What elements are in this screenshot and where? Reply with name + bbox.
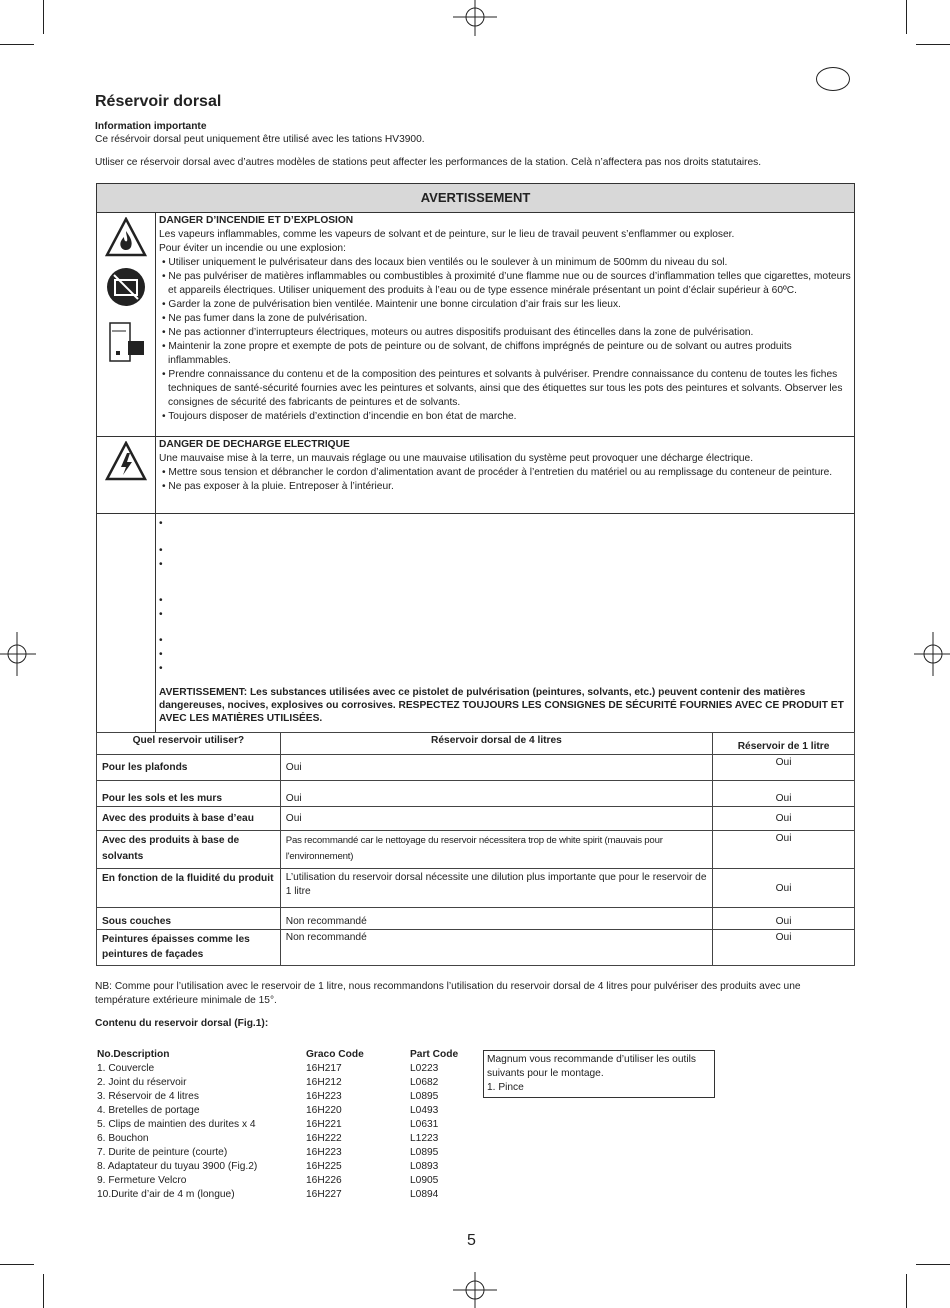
list-item: • Garder la zone de pulvérisation bien ventilée. Maintenir une bonne circulation d’air frais sur les lieux. xyxy=(159,298,851,312)
list-item: • Ne pas fumer dans la zone de pulvérisation. xyxy=(159,312,851,326)
fire-warning-icon xyxy=(105,217,147,257)
parts-header-row xyxy=(97,1048,480,1062)
page-title: Réservoir dorsal xyxy=(95,93,222,110)
list-item xyxy=(159,558,163,572)
info-heading: Information importante xyxy=(95,121,207,132)
list-item: • Ne pas pulvériser de matières inflammables ou combustibles à proximité d’une flamme nue ou de sources d’inflammation telles que cigarettes, moteurs et appareils électriques. Utiliser uniquement des produits à l’eau ou de type essence minérale présentant un point d’éclair supérieur à 60ºC. xyxy=(159,270,851,298)
row-label: En fonction de la fluidité du produit xyxy=(97,869,281,908)
fire-danger-intro-2: Pour éviter un incendie ou une explosion: xyxy=(159,243,346,254)
part-description: 5. Clips de maintien des durites x 4 xyxy=(97,1119,256,1130)
four-litre-cell: Pas recommandé car le nettoyage du reservoir nécessitera trop de white spirit (mauvais pour l'environnement) xyxy=(280,831,712,869)
table-row xyxy=(97,1132,480,1146)
list-item xyxy=(159,544,163,558)
list-item: • Toujours disposer de matériels d’extinction d’incendie en bon état de marche. xyxy=(159,410,851,424)
tools-text: Magnum vous recommande d’utiliser les outils suivants pour le montage. xyxy=(487,1054,696,1079)
column-header: Réservoir dorsal de 4 litres xyxy=(280,733,712,755)
fire-danger-section xyxy=(97,213,854,437)
list-item: • Prendre connaissance du contenu et de la composition des peintures et solvants à pulvériser. Prendre connaissance du contenu de toutes les fiches techniques de santé-sécurité fournies avec les peintures et solvants, ainsi que des étiquettes sur tous les pots des peintures et solvants. Observer les consignes de sécurité des fabricants de peintures et de solvants. xyxy=(159,368,851,410)
graco-code: 16H226 xyxy=(306,1175,342,1186)
list-item: • Ne pas actionner d’interrupteurs électriques, moteurs ou autres dispositifs produisant des étincelles dans la zone de pulvérisation. xyxy=(159,326,851,340)
fire-danger-list xyxy=(159,256,851,424)
graco-code: 16H227 xyxy=(306,1189,342,1200)
list-item xyxy=(159,594,163,608)
part-code: L0682 xyxy=(410,1077,439,1088)
electric-danger-section xyxy=(97,437,854,514)
graco-code: 16H221 xyxy=(306,1119,342,1130)
table-row xyxy=(97,1160,480,1174)
row-label: Pour les plafonds xyxy=(97,755,281,781)
warning-footer: AVERTISSEMENT: Les substances utilisées avec ce pistolet de pulvérisation (peintures, solvants, etc.) peuvent contenir des matières dangereuses, nocives, explosives ou corrosives. RESPECTEZ TOUJOURS LES CONSIGNES DE SÉCURITÉ FOURNIES AVEC CE PRODUIT ET AVEC LES MATIÈRES UTILISÉES. xyxy=(159,687,844,724)
general-danger-section xyxy=(97,514,854,732)
table-row xyxy=(97,1076,480,1090)
list-item xyxy=(159,662,163,676)
fire-danger-intro: Les vapeurs inflammables, comme les vapeurs de solvant et de peinture, sur le lieu de travail peuvent s’enflammer ou exploser. xyxy=(159,229,735,240)
one-litre-cell: Oui xyxy=(713,869,855,908)
four-litre-cell: Oui xyxy=(280,807,712,831)
electric-danger-title: DANGER DE DECHARGE ELECTRIQUE xyxy=(159,439,350,450)
list-item: • Mettre sous tension et débrancher le cordon d’alimentation avant de procéder à l’entretien du matériel ou au remplissage du conteneur de peinture. xyxy=(159,466,851,480)
four-litre-cell: Oui xyxy=(280,755,712,781)
four-litre-cell: Non recommandé xyxy=(280,908,712,930)
list-item: • Ne pas exposer à la pluie. Entreposer à l’intérieur. xyxy=(159,480,851,494)
parts-list xyxy=(97,1048,480,1202)
fire-danger-title: DANGER D’INCENDIE ET D’EXPLOSION xyxy=(159,215,354,226)
table-row xyxy=(97,1174,480,1188)
table-row xyxy=(97,869,855,908)
electric-danger-intro: Une mauvaise mise à la terre, un mauvais réglage ou une mauvaise utilisation du système peut provoquer une décharge électrique. xyxy=(159,453,754,464)
part-code: L0895 xyxy=(410,1091,439,1102)
four-litre-cell: Oui xyxy=(280,781,712,807)
table-row xyxy=(97,930,855,966)
part-description: 2. Joint du réservoir xyxy=(97,1077,187,1088)
recommended-tools-box xyxy=(483,1050,715,1098)
table-row xyxy=(97,1104,480,1118)
graco-code: 16H220 xyxy=(306,1105,342,1116)
tools-item: 1. Pince xyxy=(487,1082,524,1093)
ventilation-icon xyxy=(106,321,148,365)
part-description: 10.Durite d’air de 4 m (longue) xyxy=(97,1189,235,1200)
warning-header: AVERTISSEMENT xyxy=(97,184,854,213)
graco-code: 16H217 xyxy=(306,1063,342,1074)
table-header-row xyxy=(97,733,855,755)
part-description: 7. Durite de peinture (courte) xyxy=(97,1147,228,1158)
row-label: Peintures épaisses comme les peintures de façades xyxy=(97,930,281,966)
graco-code: 16H212 xyxy=(306,1077,342,1088)
part-description: 3. Réservoir de 4 litres xyxy=(97,1091,199,1102)
temperature-note: NB: Comme pour l’utilisation avec le reservoir de 1 litre, nous recommandons l’utilisation du reservoir dorsal de 4 litres pour pulvériser des produits avec une température extérieure minimale de 15°. xyxy=(95,981,801,1006)
table-row xyxy=(97,1188,480,1202)
table-row xyxy=(97,1118,480,1132)
table-row xyxy=(97,807,855,831)
part-code: L0905 xyxy=(410,1175,439,1186)
info-line-1: Ce résérvoir dorsal peut uniquement être utilisé avec les tations HV3900. xyxy=(95,134,425,145)
part-code: L1223 xyxy=(410,1133,439,1144)
column-header: Graco Code xyxy=(306,1049,364,1060)
column-header: Quel reservoir utiliser? xyxy=(97,733,281,755)
no-ignition-icon xyxy=(106,267,146,307)
part-code: L0223 xyxy=(410,1063,439,1074)
row-label: Avec des produits à base de solvants xyxy=(97,831,281,869)
graco-code: 16H225 xyxy=(306,1161,342,1172)
registration-mark-right xyxy=(914,624,950,684)
table-row xyxy=(97,831,855,869)
part-code: L0893 xyxy=(410,1161,439,1172)
part-description: 8. Adaptateur du tuyau 3900 (Fig.2) xyxy=(97,1161,258,1172)
part-code: L0895 xyxy=(410,1147,439,1158)
row-label: Pour les sols et les murs xyxy=(97,781,281,807)
part-code: L0631 xyxy=(410,1119,439,1130)
part-code: L0894 xyxy=(410,1189,439,1200)
part-description: 1. Couvercle xyxy=(97,1063,155,1074)
list-item: • Utiliser uniquement le pulvérisateur dans des locaux bien ventilés ou le soulever à un minimum de 500mm du niveau du sol. xyxy=(159,256,851,270)
part-description: 4. Bretelles de portage xyxy=(97,1105,200,1116)
list-item: • Maintenir la zone propre et exempte de pots de peinture ou de solvant, de chiffons imprégnés de peinture ou de solvant ou autres produits inflammables. xyxy=(159,340,851,368)
info-line-2: Utliser ce réservoir dorsal avec d’autres modèles de stations peut affecter les performances de la station. Celà n’affectera pas nos droits statutaires. xyxy=(95,157,762,168)
list-item xyxy=(159,648,163,662)
warning-box xyxy=(96,183,855,733)
graco-code: 16H222 xyxy=(306,1133,342,1144)
one-litre-cell: Oui xyxy=(713,831,855,869)
electric-shock-icon xyxy=(105,441,147,481)
reservoir-comparison-table xyxy=(96,732,855,966)
table-row xyxy=(97,781,855,807)
language-oval xyxy=(816,67,850,91)
row-label: Avec des produits à base d’eau xyxy=(97,807,281,831)
one-litre-cell: Oui xyxy=(713,781,855,807)
part-description: 6. Bouchon xyxy=(97,1133,149,1144)
one-litre-cell: Oui xyxy=(713,755,855,781)
one-litre-cell: Oui xyxy=(713,908,855,930)
electric-danger-list xyxy=(159,466,851,494)
page-number: 5 xyxy=(467,1232,476,1249)
table-row xyxy=(97,1146,480,1160)
registration-mark-left xyxy=(0,624,36,684)
column-header: No.Description xyxy=(97,1049,170,1060)
table-row xyxy=(97,755,855,781)
graco-code: 16H223 xyxy=(306,1091,342,1102)
list-item xyxy=(159,608,163,622)
registration-mark-top xyxy=(445,0,505,36)
column-header: Part Code xyxy=(410,1049,459,1060)
four-litre-cell: Non recommandé xyxy=(280,930,712,966)
list-item xyxy=(159,634,163,648)
graco-code: 16H223 xyxy=(306,1147,342,1158)
table-row xyxy=(97,1062,480,1076)
contents-heading: Contenu du reservoir dorsal (Fig.1): xyxy=(95,1018,269,1029)
one-litre-cell: Oui xyxy=(713,930,855,966)
column-header: Réservoir de 1 litre xyxy=(713,733,855,755)
registration-mark-bottom xyxy=(445,1272,505,1308)
part-code: L0493 xyxy=(410,1105,439,1116)
table-row xyxy=(97,1090,480,1104)
row-label: Sous couches xyxy=(97,908,281,930)
table-row xyxy=(97,908,855,930)
part-description: 9. Fermeture Velcro xyxy=(97,1175,187,1186)
list-item xyxy=(159,517,163,531)
four-litre-cell: L’utilisation du reservoir dorsal nécessite une dilution plus importante que pour le reservoir de 1 litre xyxy=(280,869,712,908)
one-litre-cell: Oui xyxy=(713,807,855,831)
